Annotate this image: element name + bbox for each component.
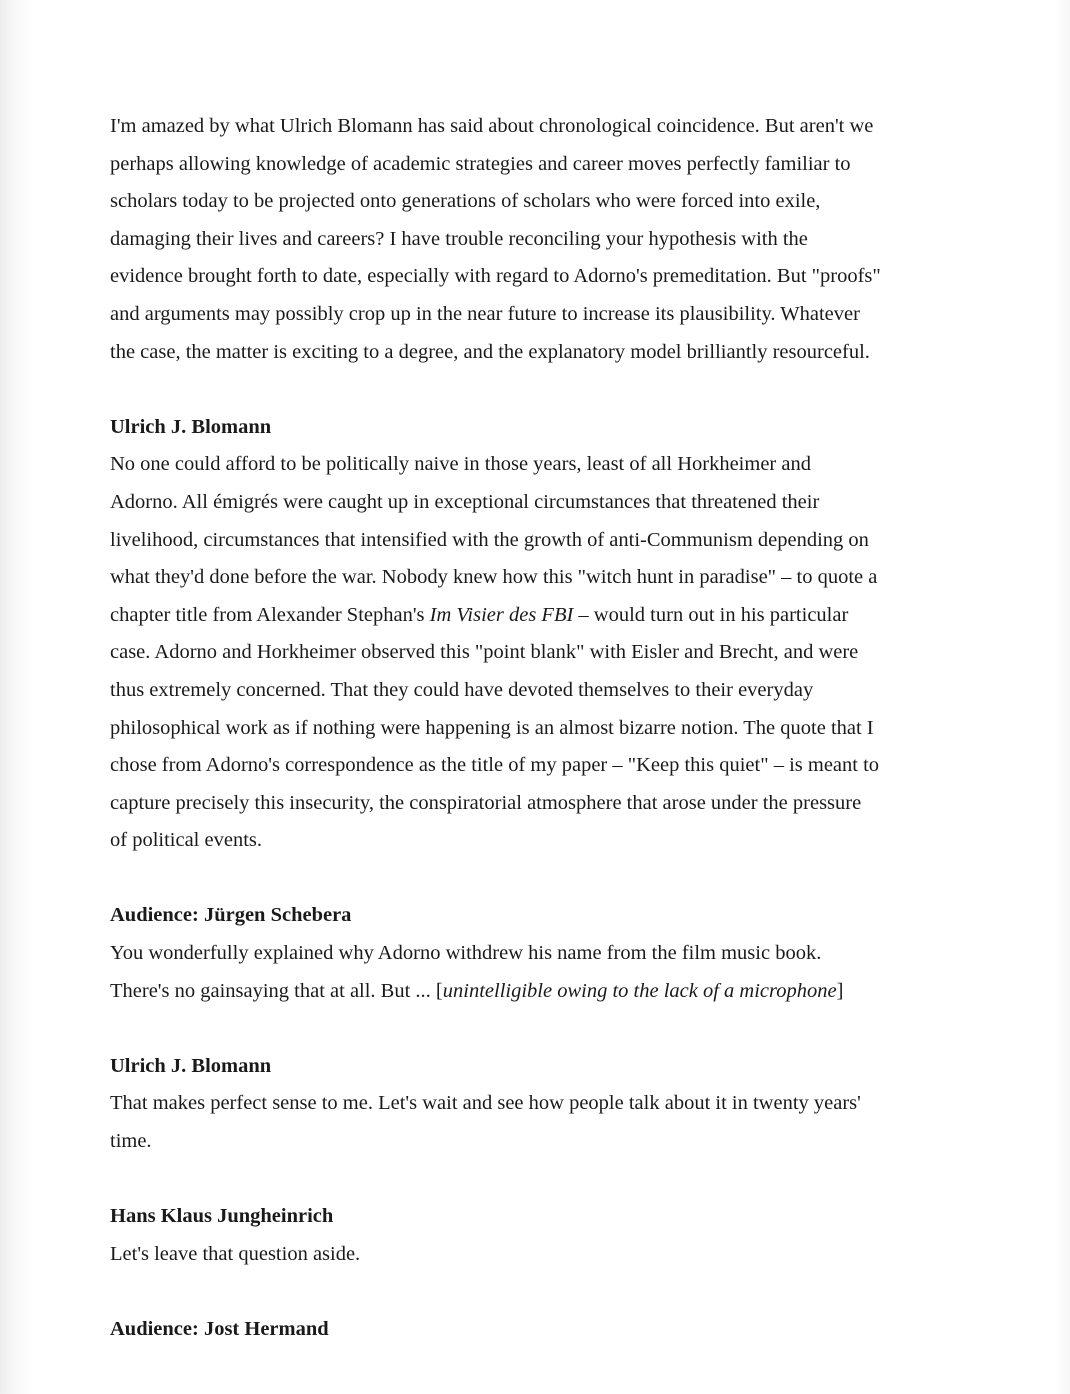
paragraph-line: That makes perfect sense to me. Let's wait and see how people talk about it in twenty years' <box>110 1092 861 1115</box>
paragraph-line: and arguments may possibly crop up in the near future to increase its plausibility. Whatever <box>110 302 860 325</box>
paragraph-line: perhaps allowing knowledge of academic strategies and career moves perfectly familiar to <box>110 152 851 175</box>
paragraph-line: You wonderfully explained why Adorno withdrew his name from the film music book. <box>110 942 822 965</box>
paragraph-line: thus extremely concerned. That they could have devoted themselves to their everyday <box>110 678 814 701</box>
paragraph-line: scholars today to be projected onto generations of scholars who were forced into exile, <box>110 190 821 213</box>
paragraph-line: chose from Adorno's correspondence as the title of my paper – "Keep this quiet" – is meant to <box>110 754 880 777</box>
transcript-block <box>110 409 925 860</box>
paragraph-line: livelihood, circumstances that intensified with the growth of anti-Communism depending on <box>110 528 869 551</box>
paragraph-gap <box>110 371 925 409</box>
paragraph-gap <box>110 1273 925 1311</box>
paragraph-line: evidence brought forth to date, especially with regard to Adorno's premeditation. But "proofs" <box>110 265 881 288</box>
paragraph-gap <box>110 1010 925 1048</box>
transcript-block <box>110 1311 925 1349</box>
paragraph-line: of political events. <box>110 829 262 852</box>
text-run: There's no gainsaying that at all. But ... [ <box>110 979 443 1002</box>
speaker-name: Hans Klaus Jungheinrich <box>110 1205 334 1228</box>
paragraph-line: Let's leave that question aside. <box>110 1242 361 1265</box>
text-run: ] <box>836 979 844 1002</box>
text-run: – would turn out in his particular <box>573 603 849 626</box>
paragraph-line: damaging their lives and careers? I have trouble reconciling your hypothesis with the <box>110 227 808 250</box>
transcript-block <box>110 897 925 1010</box>
transcript-body <box>110 108 925 1349</box>
speaker-name: Ulrich J. Blomann <box>110 1054 272 1077</box>
book-title: Im Visier des FBI <box>429 603 574 626</box>
paragraph-line: time. <box>110 1130 152 1153</box>
paragraph-line: the case, the matter is exciting to a degree, and the explanatory model brilliantly resourceful. <box>110 340 870 363</box>
paragraph-line: case. Adorno and Horkheimer observed this "point blank" with Eisler and Brecht, and were <box>110 641 859 664</box>
speaker-name: Audience: Jürgen Schebera <box>110 904 352 927</box>
text-run: chapter title from Alexander Stephan's <box>110 603 430 626</box>
editorial-note: unintelligible owing to the lack of a microphone <box>442 979 837 1002</box>
paragraph-gap <box>110 860 925 898</box>
paragraph-line: Adorno. All émigrés were caught up in exceptional circumstances that threatened their <box>110 490 820 513</box>
speaker-name: Audience: Jost Hermand <box>110 1318 329 1340</box>
transcript-block <box>110 108 925 371</box>
paragraph-line: capture precisely this insecurity, the conspiratorial atmosphere that arose under the pressure <box>110 791 862 814</box>
transcript-block <box>110 1198 925 1273</box>
speaker-name: Ulrich J. Blomann <box>110 415 272 438</box>
paragraph-line: I'm amazed by what Ulrich Blomann has said about chronological coincidence. But aren't we <box>110 115 874 137</box>
paragraph-line-with-italic <box>110 597 925 635</box>
paragraph-gap <box>110 1161 925 1199</box>
paragraph-line-with-italic <box>110 973 925 1011</box>
paragraph-line: No one could afford to be politically naive in those years, least of all Horkheimer and <box>110 453 811 476</box>
paragraph-line: what they'd done before the war. Nobody knew how this "witch hunt in paradise" – to quote a <box>110 566 878 589</box>
transcript-block <box>110 1048 925 1161</box>
paragraph-line: philosophical work as if nothing were happening is an almost bizarre notion. The quote that I <box>110 716 874 739</box>
